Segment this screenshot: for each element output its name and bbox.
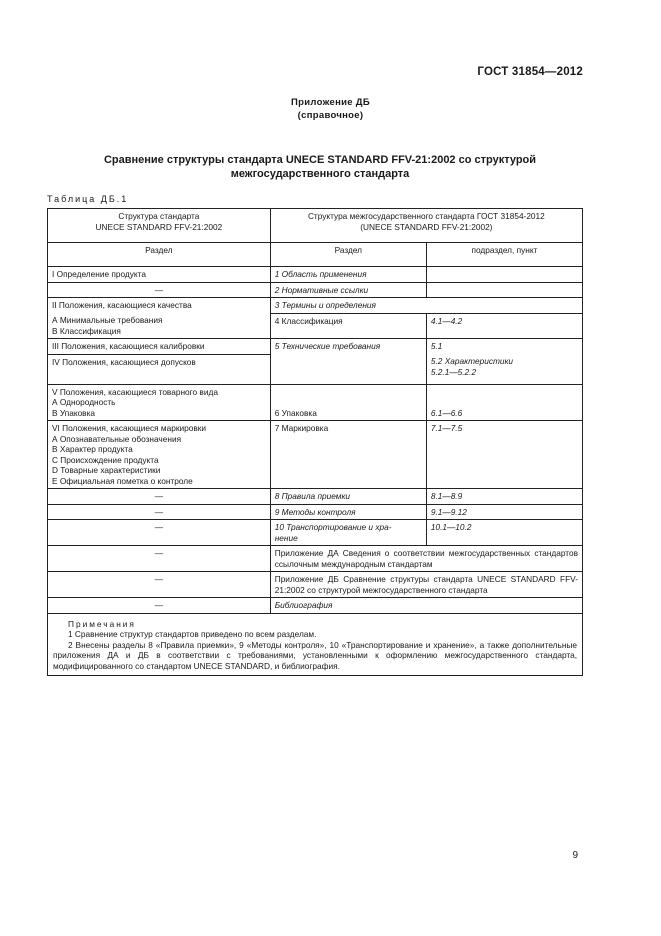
cell-target-section: 6 Упаковка: [270, 384, 426, 421]
cell-source: [48, 384, 271, 421]
cell-source: —: [48, 489, 271, 505]
cell-source: [48, 421, 271, 489]
cell-target-subsection: 8.1—8.9: [426, 489, 582, 505]
cell-line: V Положения, касающиеся товарного вида: [52, 386, 218, 397]
cell-line: А Минимальные требования: [52, 315, 163, 325]
cell-target-subsection: 6.1—6.6: [426, 384, 582, 421]
table-row: [48, 282, 583, 298]
cell-line-text: 5.2 Характеристики: [430, 356, 514, 366]
cell-target-subsection: 10.1—10.2: [426, 520, 582, 546]
cell-line: В Упаковка: [52, 407, 96, 418]
table-row: [48, 298, 583, 314]
document-title: [60, 153, 580, 181]
cell-target-section: 5 Технические требования: [270, 339, 426, 385]
note-2: 2 Внесены разделы 8 «Правила приемки», 9 «Методы контроля», 10 «Транспортирование и хранение», а также дополнительные приложения ДА и ДБ в соответствии с требованиями, установленными к оформлению межгосударственного стандарта, модифицированного со стандартом UNECE STANDARD, и библиография.: [53, 639, 577, 671]
cell-line: 5.2.1—5.2.2: [430, 366, 477, 377]
cell-line: В Классификация: [52, 325, 121, 336]
cell-line: А Опознавательные обозначения: [52, 433, 182, 444]
cell-line: D Товарные характеристики: [52, 465, 161, 475]
annex-name: Приложение ДБ: [291, 97, 370, 108]
cell-line: 10 Транспортирование и хра-: [274, 522, 392, 532]
subheader-subsection: подраздел, пункт: [426, 243, 582, 267]
cell-line: [431, 356, 578, 367]
cell-target-section: 9 Методы контроля: [270, 504, 426, 520]
cell-target-section: [270, 520, 426, 546]
cell-target-subsection: 9.1—9.12: [426, 504, 582, 520]
subheader-section-left: Раздел: [48, 243, 271, 267]
cell-target-section: 3 Термины и определения: [270, 298, 582, 314]
table-row: [48, 489, 583, 505]
cell-source: IV Положения, касающиеся допусков: [48, 354, 271, 384]
cell-source: —: [48, 520, 271, 546]
table-row: [48, 572, 583, 598]
cell-source: I Определение продукта: [48, 267, 271, 283]
notes-cell: [48, 613, 583, 676]
table-caption: Таблица ДБ.1: [47, 194, 129, 204]
cell-target-section: 7 Маркировка: [270, 421, 426, 489]
cell-target-subsection: [426, 354, 582, 384]
page-number: 9: [572, 850, 578, 861]
table-row: [48, 546, 583, 572]
cell-source: —: [48, 598, 271, 614]
cell-line: Е Официальная пометка о контроле: [52, 475, 193, 486]
cell-target-section: Библиография: [270, 598, 582, 614]
header-right-line-2: (UNECE STANDARD FFV-21:2002): [360, 221, 493, 232]
header-left-line-1: Структура стандарта: [118, 211, 200, 221]
table-row: [48, 267, 583, 283]
table-row: [48, 313, 583, 339]
cell-target-section: 1 Область применения: [270, 267, 426, 283]
cell-target-section: Приложение ДБ Сравнение структуры стандарта UNECE STANDARD FFV-21:2002 со структурой межгосударственного стандарта: [270, 572, 582, 598]
title-line-1: Сравнение структуры стандарта UNECE STANDARD FFV-21:2002 со структурой: [103, 154, 537, 166]
cell-source: [48, 313, 271, 339]
notes-title: Примечания: [68, 618, 136, 629]
cell-line: С Происхождение продукта: [52, 454, 159, 465]
table-row: [48, 520, 583, 546]
cell-target-subsection: 4.1—4.2: [426, 313, 582, 339]
notes-row: [48, 613, 583, 676]
cell-line: VI Положения, касающиеся маркировки: [52, 423, 207, 433]
table-row: [48, 504, 583, 520]
header-source-structure: [48, 209, 271, 243]
table-row: [48, 339, 583, 355]
cell-source: II Положения, касающиеся качества: [48, 298, 271, 314]
table-row: [48, 421, 583, 489]
header-left-line-2: UNECE STANDARD FFV-21:2002: [95, 221, 223, 232]
cell-target-section: Приложение ДА Сведения о соответствии межгосударственных стандартов ссылочным международным стандартам: [270, 546, 582, 572]
cell-target-section: 4 Классификация: [270, 313, 426, 339]
table-row: [48, 384, 583, 421]
annex-title: [0, 96, 661, 122]
table-row: [48, 598, 583, 614]
note-1: 1 Сравнение структур стандартов приведено по всем разделам.: [68, 629, 317, 639]
header-target-structure: [270, 209, 582, 243]
cell-line: нение: [274, 532, 298, 543]
cell-line: В Характер продукта: [52, 444, 133, 454]
header-right-line-1: Структура межгосударственного стандарта ГОСТ 31854-2012: [307, 211, 545, 221]
cell-target-section: 8 Правила приемки: [270, 489, 426, 505]
table-header-row: [48, 209, 583, 243]
title-line-2: межгосударственного стандарта: [230, 168, 410, 180]
cell-target-section: 2 Нормативные ссылки: [270, 282, 426, 298]
cell-target-subsection: 5.1: [426, 339, 582, 355]
cell-target-subsection: [426, 267, 582, 283]
standard-code: ГОСТ 31854—2012: [477, 66, 583, 78]
table-subheader-row: [48, 243, 583, 267]
annex-status: (справочное): [297, 110, 364, 121]
cell-target-subsection: [426, 282, 582, 298]
cell-source: —: [48, 546, 271, 572]
comparison-table: [47, 208, 583, 676]
cell-source: III Положения, касающиеся калибровки: [48, 339, 271, 355]
cell-source: —: [48, 504, 271, 520]
cell-target-subsection: 7.1—7.5: [426, 421, 582, 489]
cell-line: А Однородность: [52, 397, 116, 407]
cell-source: —: [48, 282, 271, 298]
cell-source: —: [48, 572, 271, 598]
subheader-section-mid: Раздел: [270, 243, 426, 267]
